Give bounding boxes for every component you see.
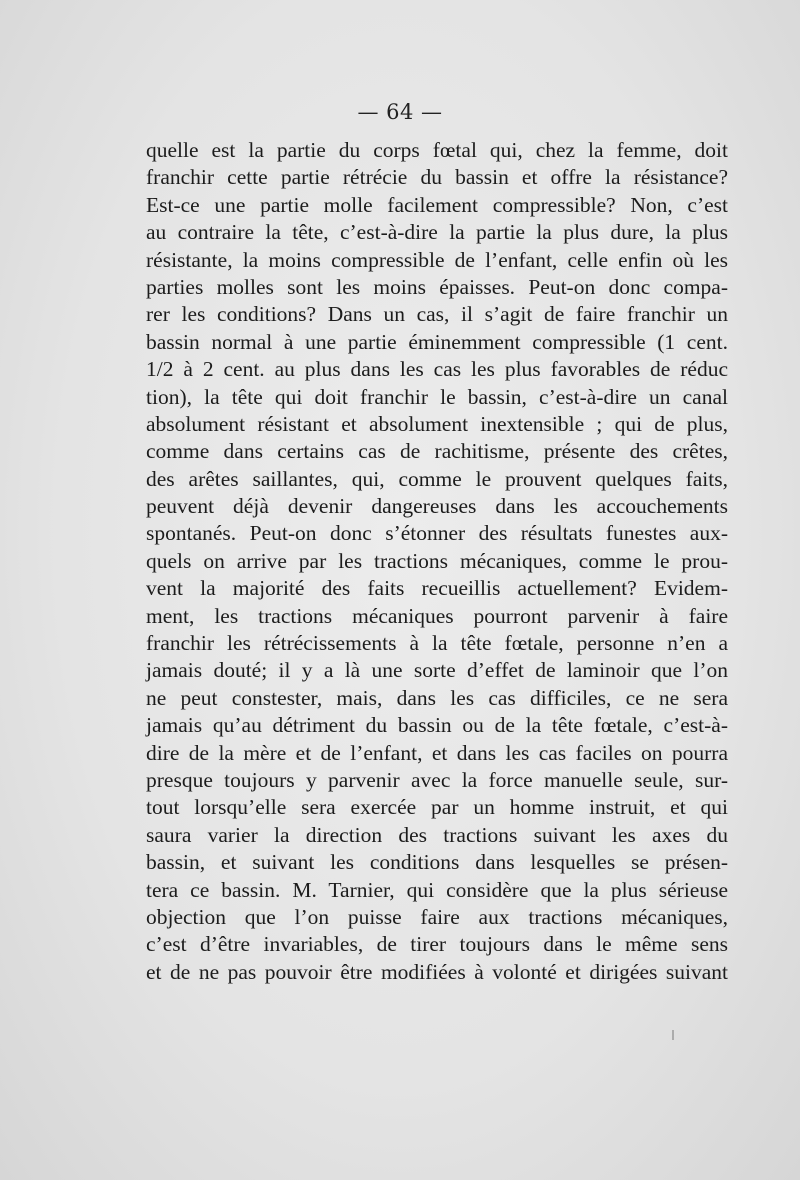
text-line: vent la majorité des faits recueillis actuellement? Evidem-	[146, 576, 728, 601]
body-text	[146, 137, 728, 986]
text-line: tera ce bassin. M. Tarnier, qui considère que la plus sérieuse	[146, 877, 728, 902]
text-line: Est-ce une partie molle facilement compressible? Non, c’est	[146, 192, 728, 217]
text-line: quels on arrive par les tractions mécaniques, comme le prou-	[146, 548, 728, 573]
text-line: résistante, la moins compressible de l’enfant, celle enfin où les	[146, 247, 728, 272]
text-line: dire de la mère et de l’enfant, et dans les cas faciles on pourra	[146, 740, 728, 765]
text-line: au contraire la tête, c’est-à-dire la partie la plus dure, la plus	[146, 220, 728, 245]
text-line: tion), la tête qui doit franchir le bassin, c’est-à-dire un canal	[146, 384, 728, 409]
page-number: — 64 —	[357, 100, 443, 124]
text-line: bassin normal à une partie éminemment compressible (1 cent.	[146, 329, 728, 354]
text-line: tout lorsqu’elle sera exercée par un homme instruit, et qui	[146, 795, 728, 820]
text-line: parties molles sont les moins épaisses. Peut-on donc compa-	[146, 274, 728, 299]
text-line: absolument résistant et absolument inextensible ; qui de plus,	[146, 411, 728, 436]
text-line: 1/2 à 2 cent. au plus dans les cas les plus favorables de réduc	[146, 357, 728, 382]
text-line: bassin, et suivant les conditions dans lesquelles se présen-	[146, 850, 728, 875]
text-line: rer les conditions? Dans un cas, il s’agit de faire franchir un	[146, 302, 728, 327]
text-line: presque toujours y parvenir avec la force manuelle seule, sur-	[146, 767, 728, 792]
text-line: franchir cette partie rétrécie du bassin et offre la résistance?	[146, 165, 728, 190]
text-line: et de ne pas pouvoir être modifiées à volonté et dirigées suivant	[146, 959, 728, 984]
text-line: des arêtes saillantes, qui, comme le prouvent quelques faits,	[146, 466, 728, 491]
text-line: jamais douté; il y a là une sorte d’effet de laminoir que l’on	[146, 658, 728, 683]
text-line: ment, les tractions mécaniques pourront parvenir à faire	[146, 603, 728, 628]
paper-speck	[672, 1030, 674, 1040]
text-line: franchir les rétrécissements à la tête fœtale, personne n’en a	[146, 631, 728, 656]
text-line: ne peut constester, mais, dans les cas difficiles, ce ne sera	[146, 685, 728, 710]
text-line: jamais qu’au détriment du bassin ou de la tête fœtale, c’est-à-	[146, 713, 728, 738]
text-line: comme dans certains cas de rachitisme, présente des crêtes,	[146, 439, 728, 464]
text-line: saura varier la direction des tractions suivant les axes du	[146, 822, 728, 847]
text-line: quelle est la partie du corps fœtal qui, chez la femme, doit	[146, 138, 728, 162]
text-line: spontanés. Peut-on donc s’étonner des résultats funestes aux-	[146, 521, 728, 546]
text-line: peuvent déjà devenir dangereuses dans les accouchements	[146, 494, 728, 519]
text-line: c’est d’être invariables, de tirer toujours dans le même sens	[146, 932, 728, 957]
text-line: objection que l’on puisse faire aux tractions mécaniques,	[146, 904, 728, 929]
